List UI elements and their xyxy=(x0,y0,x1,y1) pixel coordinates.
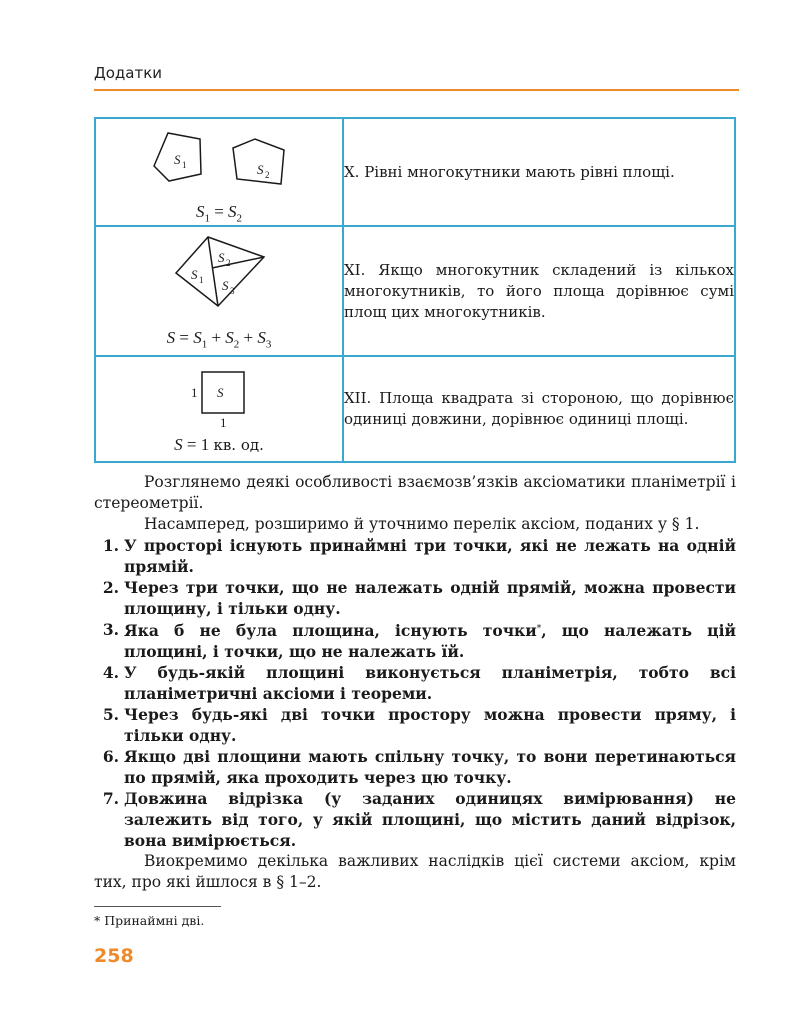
part-s2-label: S xyxy=(218,250,225,265)
part-s1-label: S xyxy=(191,267,198,282)
diagonal-line xyxy=(208,237,218,306)
table-row xyxy=(95,226,735,356)
polygon-s1-subscript: 1 xyxy=(182,160,187,170)
part-s1-subscript: 1 xyxy=(199,275,204,285)
list-item: 6. Якщо дві площини мають спільну точку, то вони перетинаються по прямій, яка проходить через цю точку. xyxy=(102,747,736,787)
footnote: * Принаймні дві. xyxy=(94,913,205,928)
part-s3-label: S xyxy=(222,278,229,293)
polygon-s1-label: S xyxy=(174,152,181,167)
axiom-list xyxy=(94,535,736,851)
axioms-table xyxy=(94,117,736,463)
list-item: 5. Через будь-які дві точки простору можна провести пряму, і тільки одну. xyxy=(102,705,736,745)
page-number: 258 xyxy=(94,945,134,967)
header-title: Додатки xyxy=(94,64,163,82)
outro-paragraph: Виокремимо декілька важливих наслідків цієї системи аксіом, крім тих, про які йшлося в § 1–2. xyxy=(94,852,736,891)
axiom-x-text: X. Рівні многокутники мають рівні площі. xyxy=(343,118,735,226)
polygon-s2-label: S xyxy=(257,162,264,177)
axiom-xii-text: XII. Площа квадрата зі стороною, що дорівнює одиниці довжини, дорівнює одиниці площі. xyxy=(343,356,735,462)
figure-cell xyxy=(95,356,343,462)
side-bottom-label: 1 xyxy=(220,415,227,430)
axiom-xi-text: XI. Якщо многокутник складений із кількох многокутників, то його площа дорівнює сумі площ цих многокутників. xyxy=(343,226,735,356)
list-item: 4. У будь-якій площині виконується планіметрія, тобто всі планіметричні аксіоми і теореми. xyxy=(102,663,736,703)
list-item: 2. Через три точки, що не належать одній прямій, можна провести площину, і тільки одну. xyxy=(102,578,736,618)
figure-cell xyxy=(95,118,343,226)
footnote-divider xyxy=(94,906,221,907)
table-row xyxy=(95,118,735,226)
formula-sum-areas: $S = S_1 + S_2 + S_3$ xyxy=(166,328,272,351)
lead-paragraph: Насамперед, розширимо й уточнимо перелік аксіом, поданих у § 1. xyxy=(144,515,700,533)
formula-unit-area: S = 1 кв. од. xyxy=(174,435,264,454)
list-item: 7. Довжина відрізка (у заданих одиницях вимірювання) не залежить від того, у якій площині, що містить даний відрізок, вона вимірюється. xyxy=(102,789,736,850)
polygon-s2-subscript: 2 xyxy=(265,170,270,180)
body-text xyxy=(94,472,736,893)
intro-paragraph: Розглянемо деякі особливості взаємозв’язків аксіоматики планіметрії і стереометрії. xyxy=(94,473,736,512)
figure-cell xyxy=(95,226,343,356)
table-row xyxy=(95,356,735,462)
list-item: 1. У просторі існують принаймні три точки, які не лежать на одній прямій. xyxy=(102,536,736,576)
formula-equal-areas: $S_1 = S_2$ xyxy=(195,202,243,225)
unit-square-label: S xyxy=(217,385,224,400)
composite-polygon xyxy=(176,237,264,306)
running-header xyxy=(94,63,739,91)
footnote-marker: * xyxy=(536,624,542,634)
part-s2-subscript: 2 xyxy=(226,258,231,268)
part-s3-subscript: 3 xyxy=(230,286,235,296)
list-item: 3. Яка б не була площина, існують точки*, що належать цій площині, і точки, що не належать їй. xyxy=(102,620,736,661)
side-left-label: 1 xyxy=(191,385,198,400)
